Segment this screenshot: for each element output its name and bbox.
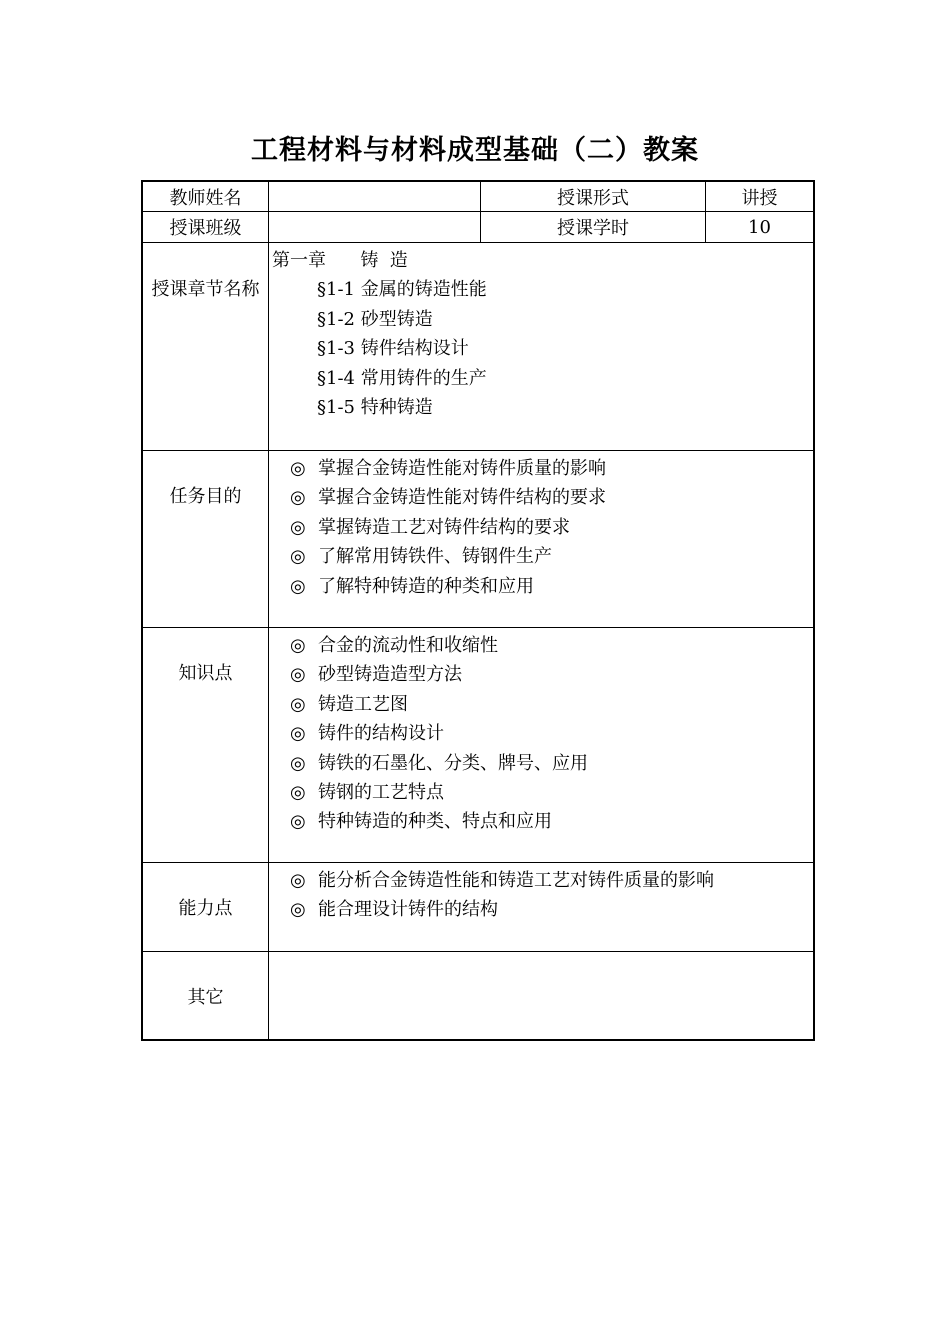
list-item: ◎ 铸造工艺图 [272, 690, 813, 719]
list-item: ◎ 能合理设计铸件的结构 [272, 895, 813, 924]
bullet-icon: ◎ [290, 546, 306, 568]
list-item: ◎ 了解特种铸造的种类和应用 [272, 572, 813, 601]
bullet-icon: ◎ [290, 664, 306, 686]
other-value[interactable] [269, 952, 813, 1039]
teacher-name-value[interactable] [269, 182, 481, 211]
list-item: ◎ 了解常用铸铁件、铸钢件生产 [272, 542, 813, 571]
list-item: ◎ 掌握合金铸造性能对铸件结构的要求 [272, 483, 813, 512]
bullet-icon: ◎ [290, 575, 306, 597]
knowledge-content [269, 628, 813, 862]
row-other [143, 952, 813, 1039]
bullet-icon: ◎ [290, 723, 306, 745]
row-teacher [143, 182, 813, 212]
teaching-format-label: 授课形式 [481, 182, 706, 211]
list-item: ◎ 特种铸造的种类、特点和应用 [272, 807, 813, 836]
teaching-hours-value[interactable]: 10 [748, 216, 771, 238]
bullet-icon: ◎ [290, 899, 306, 921]
row-class [143, 212, 813, 243]
chapter-title: 第一章 铸 造 [272, 250, 408, 271]
list-item: ◎ 铸钢的工艺特点 [272, 778, 813, 807]
bullet-icon: ◎ [290, 811, 306, 833]
section-item: §1-5 特种铸造 [317, 396, 433, 418]
ability-content [269, 863, 813, 951]
row-ability [143, 863, 813, 952]
bullet-icon: ◎ [290, 870, 306, 891]
page-title: 工程材料与材料成型基础（二）教案 [251, 135, 699, 166]
section-item: §1-4 常用铸件的生产 [317, 367, 487, 389]
ability-label: 能力点 [143, 863, 269, 951]
bullet-icon: ◎ [290, 516, 306, 538]
row-knowledge [143, 628, 813, 863]
chapter-content [269, 243, 813, 450]
list-item: ◎ 砂型铸造造型方法 [272, 660, 813, 689]
class-label: 授课班级 [143, 212, 269, 242]
row-chapter [143, 243, 813, 451]
bullet-icon: ◎ [290, 752, 306, 774]
row-objectives [143, 451, 813, 628]
section-item: §1-3 铸件结构设计 [317, 338, 469, 360]
bullet-icon: ◎ [290, 487, 306, 509]
teaching-hours-label: 授课学时 [481, 212, 706, 242]
section-item: §1-2 砂型铸造 [317, 308, 433, 330]
teaching-format-value[interactable]: 讲授 [741, 187, 778, 209]
section-item: §1-1 金属的铸造性能 [317, 279, 487, 301]
list-item: ◎ 铸铁的石墨化、分类、牌号、应用 [272, 749, 813, 778]
objectives-label: 任务目的 [143, 451, 269, 627]
other-label: 其它 [143, 952, 269, 1039]
teacher-name-label: 教师姓名 [143, 182, 269, 211]
knowledge-label: 知识点 [143, 628, 269, 862]
objectives-content [269, 451, 813, 627]
bullet-icon: ◎ [290, 781, 306, 803]
list-item: ◎ 能分析合金铸造性能和铸造工艺对铸件质量的影响 [272, 866, 813, 895]
lesson-plan-table [141, 180, 815, 1041]
list-item: ◎ 掌握合金铸造性能对铸件质量的影响 [272, 454, 813, 483]
class-value[interactable] [269, 212, 481, 242]
chapter-label: 授课章节名称 [143, 243, 269, 450]
list-item: ◎ 铸件的结构设计 [272, 719, 813, 748]
list-item: ◎ 掌握铸造工艺对铸件结构的要求 [272, 513, 813, 542]
list-item: ◎ 合金的流动性和收缩性 [272, 631, 813, 660]
bullet-icon: ◎ [290, 635, 306, 656]
bullet-icon: ◎ [290, 693, 306, 715]
bullet-icon: ◎ [290, 458, 306, 479]
